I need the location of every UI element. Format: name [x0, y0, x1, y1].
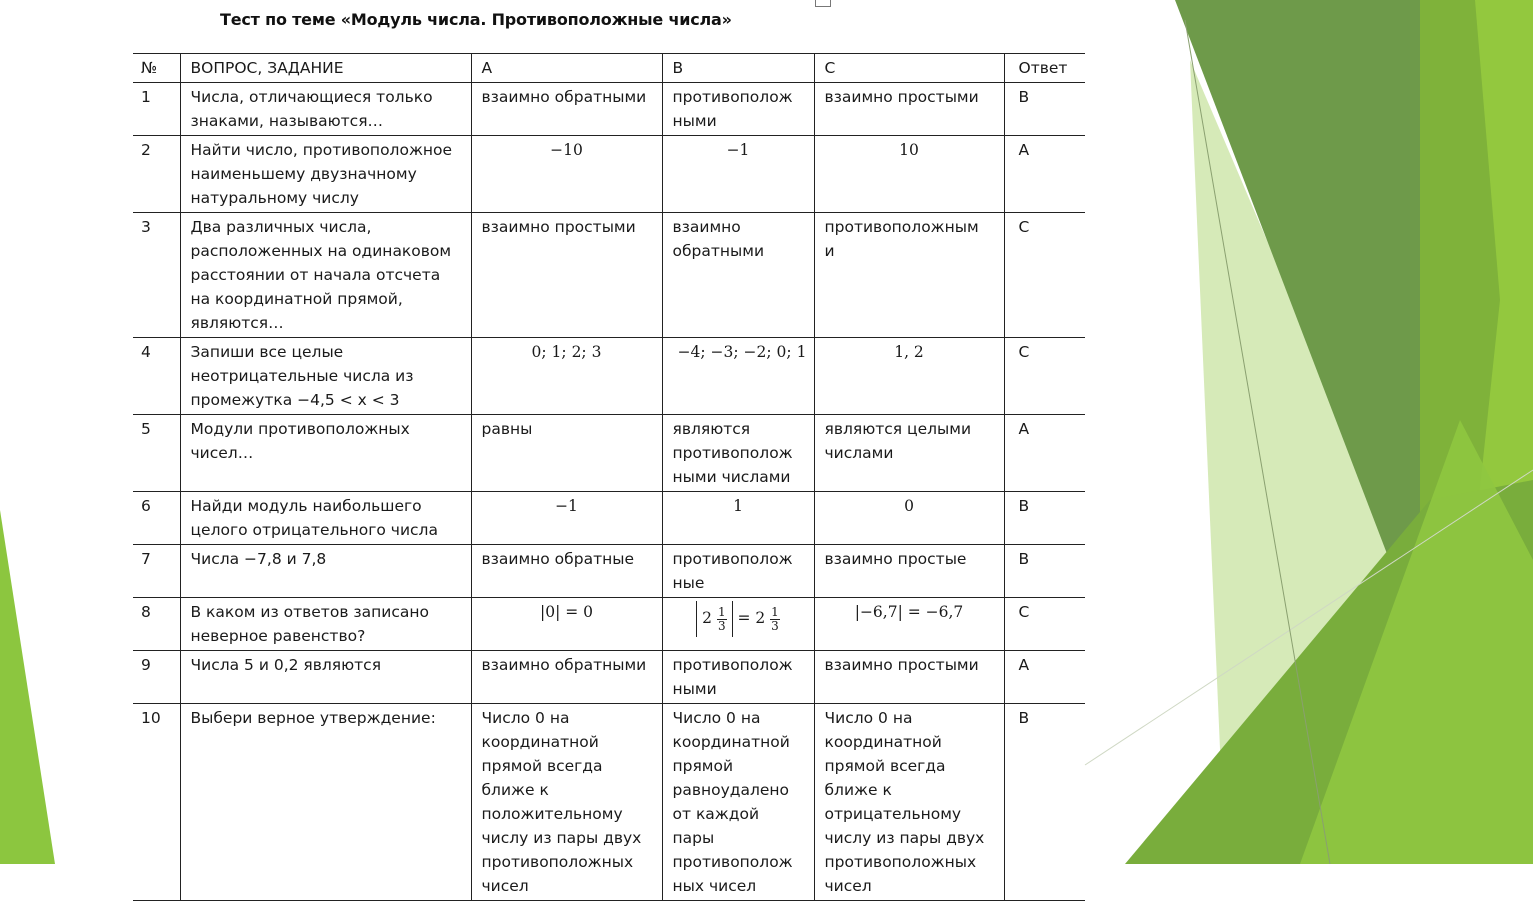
header-c: С	[814, 54, 1004, 83]
row-question: Модули противоположных чисел…	[180, 415, 471, 492]
row-option-b: −4; −3; −2; 0; 1	[662, 338, 814, 415]
row-option-c: взаимно простыми	[814, 83, 1004, 136]
row-option-c: |−6,7| = −6,7	[814, 598, 1004, 651]
row-answer: В	[1004, 83, 1085, 136]
row-option-a: 0; 1; 2; 3	[471, 338, 662, 415]
row-answer: А	[1004, 136, 1085, 213]
row-num: 4	[133, 338, 180, 415]
table-row	[133, 598, 1085, 651]
row-num: 9	[133, 651, 180, 704]
row-answer: А	[1004, 415, 1085, 492]
row-question: Числа −7,8 и 7,8	[180, 545, 471, 598]
row-answer: В	[1004, 704, 1085, 901]
header-num: №	[133, 54, 180, 83]
row-num: 8	[133, 598, 180, 651]
header-question: ВОПРОС, ЗАДАНИЕ	[180, 54, 471, 83]
table-row	[133, 338, 1085, 415]
mixed-whole: 2	[702, 609, 712, 627]
row-question: Запиши все целые неотрицательные числа из промежутка −4,5 < x < 3	[180, 338, 471, 415]
row-option-c: 1, 2	[814, 338, 1004, 415]
green-shape-left	[0, 510, 55, 864]
table-row	[133, 415, 1085, 492]
row-option-a: взаимно простыми	[471, 213, 662, 338]
row-question: Выбери верное утверждение:	[180, 704, 471, 901]
fraction-result	[770, 606, 780, 633]
row-answer: С	[1004, 598, 1085, 651]
document-title: Тест по теме «Модуль числа. Противоположные числа»	[220, 10, 732, 29]
header-b: В	[662, 54, 814, 83]
table-row	[133, 704, 1085, 901]
row-option-c: взаимно простыми	[814, 651, 1004, 704]
row-option-c: являются целыми числами	[814, 415, 1004, 492]
table-row	[133, 651, 1085, 704]
row-answer: А	[1004, 651, 1085, 704]
header-a: А	[471, 54, 662, 83]
row-question: Два различных числа, расположенных на одинаковом расстоянии от начала отсчета на координатной прямой, являются…	[180, 213, 471, 338]
row-answer: С	[1004, 213, 1085, 338]
row-option-a: равны	[471, 415, 662, 492]
fraction	[717, 606, 727, 633]
row-question: Числа, отличающиеся только знаками, называются…	[180, 83, 471, 136]
row-option-a: −10	[471, 136, 662, 213]
row-num: 7	[133, 545, 180, 598]
row-option-a: −1	[471, 492, 662, 545]
row-option-b: −1	[662, 136, 814, 213]
row-num: 3	[133, 213, 180, 338]
row-answer: В	[1004, 492, 1085, 545]
row-option-c: Число 0 на координатной прямой всегда ближе к отрицательному числу из пары двух противоположных чисел	[814, 704, 1004, 901]
fraction-result-numerator: 1	[771, 604, 779, 619]
row-option-a: взаимно обратными	[471, 83, 662, 136]
header-answer: Ответ	[1004, 54, 1085, 83]
row-num: 6	[133, 492, 180, 545]
row-num: 1	[133, 83, 180, 136]
row-num: 5	[133, 415, 180, 492]
row-answer: С	[1004, 338, 1085, 415]
table-row	[133, 213, 1085, 338]
abs-bar-left	[696, 601, 697, 637]
row-option-b: противополож ными	[662, 651, 814, 704]
abs-bar-right	[732, 601, 733, 637]
quiz-table	[133, 53, 1085, 901]
table-row	[133, 545, 1085, 598]
table-row	[133, 136, 1085, 213]
row-question: Найти число, противоположное наименьшему двузначному натуральному числу	[180, 136, 471, 213]
row-option-c: 10	[814, 136, 1004, 213]
row-option-b: 1	[662, 492, 814, 545]
row-option-c: 0	[814, 492, 1004, 545]
row-option-b: взаимно обратными	[662, 213, 814, 338]
fraction-denominator: 3	[717, 618, 726, 633]
row-question: Найди модуль наибольшего целого отрицательного числа	[180, 492, 471, 545]
row-num: 10	[133, 704, 180, 901]
checkbox-icon	[815, 0, 831, 7]
row-option-b: противополож ные	[662, 545, 814, 598]
table-row	[133, 492, 1085, 545]
row-option-a: |0| = 0	[471, 598, 662, 651]
fraction-result-denominator: 3	[771, 618, 779, 633]
row-question: Числа 5 и 0,2 являются	[180, 651, 471, 704]
table-header-row	[133, 54, 1085, 83]
row-answer: В	[1004, 545, 1085, 598]
row-option-b: противополож ными	[662, 83, 814, 136]
row-option-b: являются противополож ными числами	[662, 415, 814, 492]
table-row	[133, 83, 1085, 136]
row-question: В каком из ответов записано неверное равенство?	[180, 598, 471, 651]
row-option-a: Число 0 на координатной прямой всегда ближе к положительному числу из пары двух противоположных чисел	[471, 704, 662, 901]
row-num: 2	[133, 136, 180, 213]
equals-value: = 2	[737, 609, 766, 627]
row-option-c: противоположным и	[814, 213, 1004, 338]
row-option-b: Число 0 на координатной прямой равноудалено от каждой пары противополож ных чисел	[662, 704, 814, 901]
row-option-a: взаимно обратными	[471, 651, 662, 704]
row-option-a: взаимно обратные	[471, 545, 662, 598]
row-option-c: взаимно простые	[814, 545, 1004, 598]
row-option-b	[662, 598, 814, 651]
fraction-numerator: 1	[717, 604, 726, 619]
